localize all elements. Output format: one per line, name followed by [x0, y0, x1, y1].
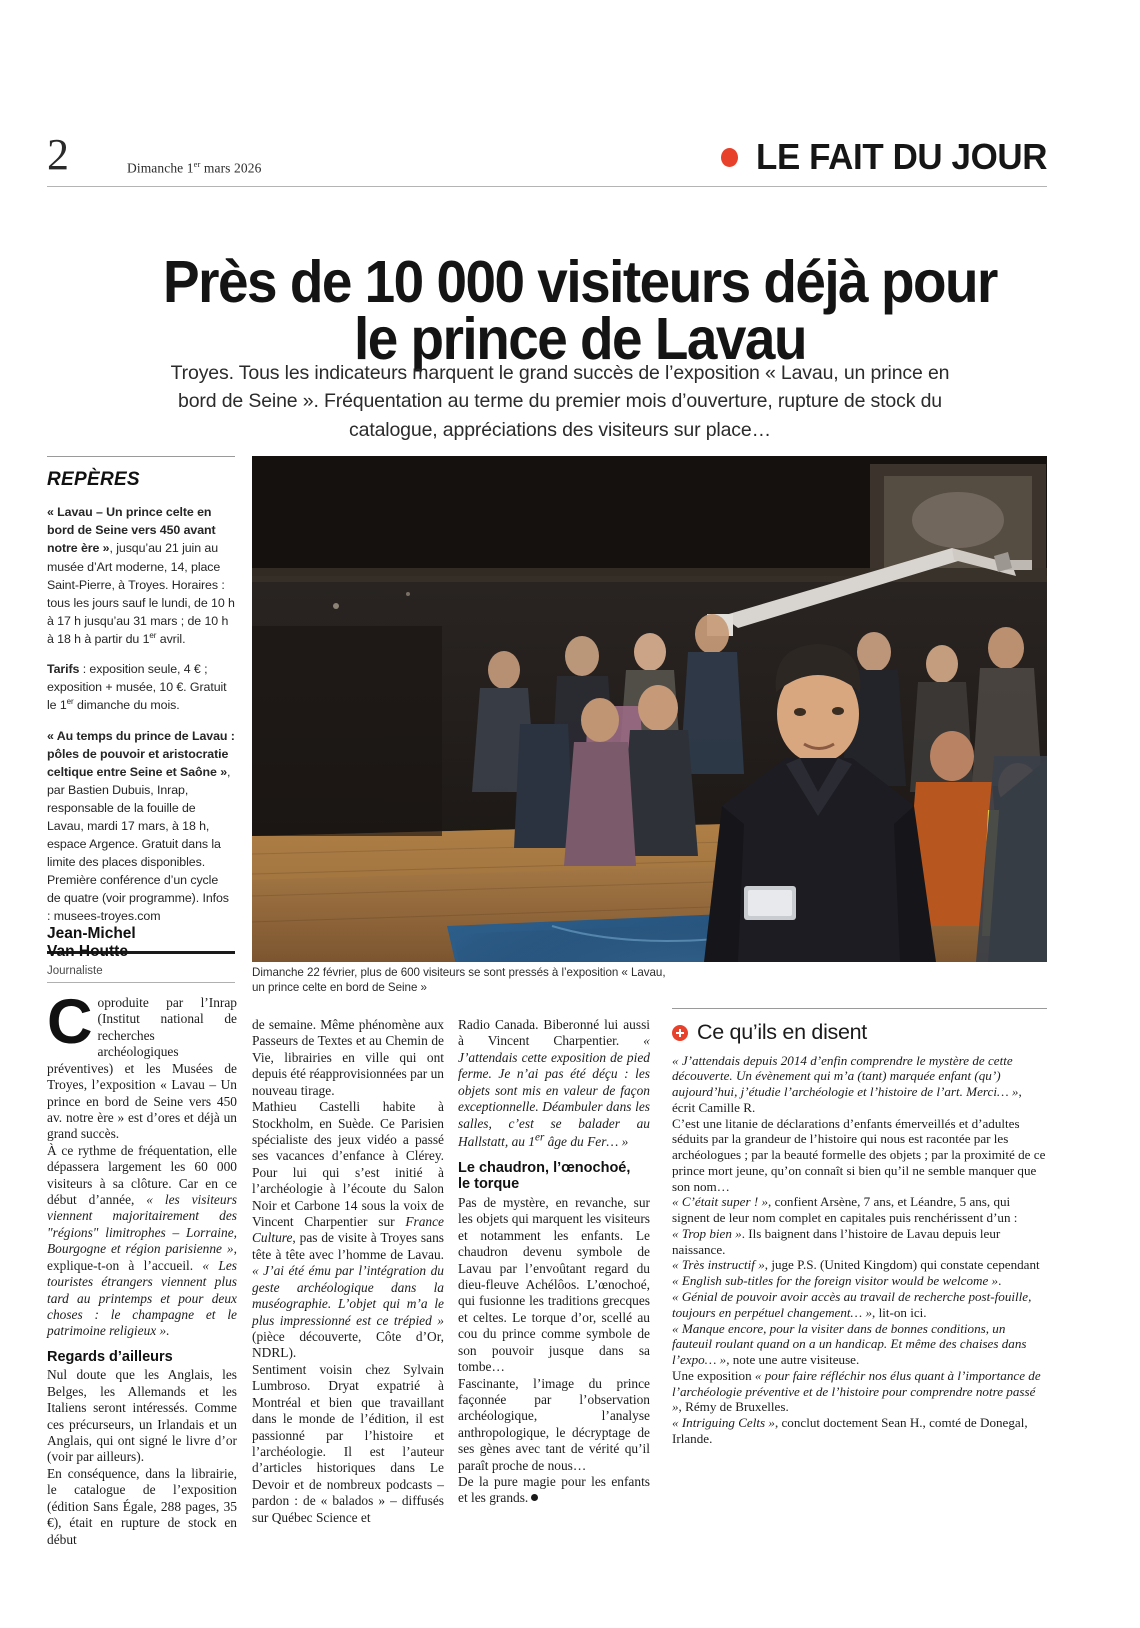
quote-attribution: .	[998, 1273, 1002, 1289]
reader-quotes-box	[672, 1008, 1047, 1447]
col1-p2b: , explique-t-on à l’accueil.	[47, 1241, 237, 1273]
subheading-line-1: Le chaudron, l’œnochoé,	[458, 1159, 631, 1176]
masthead	[47, 130, 1047, 191]
quote-italic: « English sub-titles for the foreign visitor would be welcome »	[672, 1273, 999, 1289]
quotes-body	[672, 1053, 1047, 1447]
byline-divider	[47, 982, 235, 983]
photo-caption: Dimanche 22 février, plus de 600 visiteurs se sont pressés à l’exposition « Lavau, un prince celte en bord de Seine »	[252, 966, 666, 995]
quote-italic: « Génial de pouvoir avoir accès au travail de recherche post-fouille, toujours en perpétuel changement… »	[672, 1288, 1032, 1320]
rail-p1-sup: er	[149, 630, 157, 640]
col1-p2a: À ce rythme de fréquentation, elle dépassera largement les 60 000 visiteurs à sa clôture. Car en ce début d’année,	[47, 1142, 237, 1208]
rail-p2-sup: er	[66, 697, 74, 707]
quote-italic: « Trop bien »	[672, 1225, 742, 1241]
page-number: 2	[47, 130, 68, 179]
col2-p2-italic-1: France Culture	[252, 1214, 444, 1246]
rail-divider-top	[47, 456, 235, 457]
quote-item	[672, 1226, 1047, 1258]
col3-p1-sup: er	[535, 1131, 545, 1144]
col2-p2-quote: « J’ai été ému par l’intégration du geste archéologique dans la muséographie. L’objet qui m’a le plus impressionné est ce trépied »	[252, 1263, 444, 1328]
quotes-divider	[672, 1008, 1047, 1009]
col1-paragraph-2	[47, 1143, 237, 1340]
quote-item	[672, 1289, 1047, 1321]
rail-paragraph-exhibition	[47, 503, 235, 648]
quote-item	[672, 1053, 1047, 1116]
col3-p4-text: De la pure magie pour les enfants et les grands.	[458, 1474, 650, 1506]
quote-italic: « pour faire réfléchir nos élus quant à l’importance de l’archéologie préventive et de l’histoire pour comprendre notre passé »	[672, 1367, 1041, 1415]
end-of-article-icon	[531, 1494, 538, 1501]
quote-attribution: , conclut doctement Sean H., comté de Donegal, Irlande.	[672, 1415, 1028, 1446]
rail-p3-bold: « Au temps du prince de Lavau : pôles de pouvoir et aristocratie celtique entre Seine et Saône »	[47, 728, 235, 780]
rail-p2-rest: : exposition seule, 4 € ; exposition + musée, 10 €. Gratuit le 1	[47, 662, 227, 713]
col3-paragraph-2: Pas de mystère, en revanche, sur les objets qui marquent les visiteurs et notamment les enfants. Le chaudron devenu symbole de Lavau par l’envoûtant regard du dieu-fleuve Achélôos. L’œnochoé, qui fusionne les traditions grecques et celtes. Le torque d’or, scellé au cou du prince comme symbole de son pouvoir jusque dans sa tombe…	[458, 1194, 650, 1375]
col3-p1-quote-tail: âge du Fer… »	[544, 1134, 629, 1150]
date-suffix: mars 2026	[200, 160, 262, 176]
quote-italic: « Très instructif »	[672, 1257, 765, 1273]
quote-italic: « J’attendais depuis 2014 d’enfin comprendre le mystère de cette découverte. Un évènement qui m’a (tant) marquée enfant (qu’) aujourd’hui, j’étudie l’archéologie et l’histoire de l’art. Merci… »	[672, 1052, 1019, 1100]
standfirst: Troyes. Tous les indicateurs marquent le grand succès de l’exposition « Lavau, un prince en bord de Seine ». Fréquentation au terme du premier mois d’ouverture, rupture de stock du catalogue, appréciations des visiteurs sur place…	[170, 362, 950, 441]
article-photo	[252, 456, 1047, 962]
subheading-le-chaudron	[458, 1160, 650, 1193]
quote-attribution: . Ils baignent dans l’histoire de Lavau depuis leur naissance.	[672, 1225, 1001, 1257]
article-column-1	[47, 987, 237, 1548]
rail-p1-bold: « Lavau – Un prince celte en bord de Seine vers 450 avant notre ère »	[47, 505, 216, 556]
rail-body	[47, 503, 235, 925]
byline-lastname: Van Houtte	[47, 942, 128, 960]
quote-item	[672, 1116, 1047, 1195]
quote-attribution: , lit-on ici.	[872, 1304, 927, 1320]
red-dot-icon	[721, 148, 738, 167]
byline-firstname: Jean-Michel	[47, 925, 136, 942]
article-column-3	[458, 1017, 650, 1507]
quote-attribution: , confient Arsène, 7 ans, et Léandre, 5 ans, qui signent de leur nom complet en capitales puis renchérissent d’un :	[672, 1194, 1018, 1226]
rail-p1-rest: , jusqu’au 21 juin au musée d’Art moderne, 14, place Saint-Pierre, à Troyes. Horaires : tous les jours sauf le lundi, de 10 h à 17 h jusqu’au 31 mars ; de 10 h à 18 h à partir du 1	[47, 541, 235, 646]
quote-italic: « C’était super ! »	[672, 1194, 769, 1210]
col1-paragraph-1	[47, 987, 237, 1143]
col3-p1-quote-text: « J’attendais cette exposition de pied ferme. Je n’ai pas été déçu : les objets sont mis en valeur de façon exceptionnelle. Déambuler dans les salles, c’est se balader au Hallstatt, au 1	[458, 1033, 650, 1150]
quotes-header	[672, 1022, 1047, 1044]
col1-p1-text: oproduite par l’Inrap (Institut national de recherches archéologiques préventives) et les Musées de Troyes, l’exposition « Lavau – Un prince en bord de Seine vers 450 av. notre ère » est d’ores et déjà un grand succès.	[47, 995, 237, 1142]
byline-role: Journaliste	[47, 964, 103, 977]
section-rubric-label: LE FAIT DU JOUR	[755, 136, 1047, 177]
article-column-2	[252, 1017, 444, 1526]
quote-attribution: , juge P.S. (United Kingdom) qui constate cependant	[764, 1257, 1040, 1273]
rail-p2-bold: Tarifs	[47, 662, 80, 677]
plus-circle-icon	[672, 1025, 688, 1041]
subheading-line-2: le torque	[458, 1176, 520, 1193]
quote-item	[672, 1194, 1047, 1226]
subheading-regards-dailleurs: Regards d’ailleurs	[47, 1348, 173, 1365]
rail-paragraph-prices	[47, 660, 235, 714]
quote-attribution: C’est une litanie de déclarations d’enfants émerveillés et d’adultes séduits par la grandeur de l’histoire qui nous est racontée par les archéologues ; par la beauté formelle des objets ; par la proximité de ce prince mort jeune, qu’on connaît si bien qu’il ne semble manquer que son nom…	[672, 1115, 1046, 1194]
byline	[47, 925, 235, 983]
quote-item	[672, 1415, 1047, 1447]
col3-p1a: Radio Canada. Biberonné lui aussi à Vincent Charpentier.	[458, 1017, 650, 1049]
quote-attribution: Une exposition	[672, 1367, 755, 1383]
drop-cap: C	[47, 987, 93, 1057]
rail-p3-rest: , par Bastien Dubuis, Inrap, responsable de la fouille de Lavau, mardi 17 mars, à 18 h, espace Argence. Gratuit dans la limite des places disponibles. Première conférence d’un cycle de quatre (voir programme). Infos : musees-troyes.com	[47, 765, 231, 924]
quote-item	[672, 1368, 1047, 1415]
col1-paragraph-4: En conséquence, dans la librairie, le catalogue de l’exposition (édition Sans Égale, 288 pages, 35 €), était en rupture de stock en début	[47, 1465, 237, 1547]
publication-date	[127, 159, 261, 177]
section-rubric	[721, 136, 1047, 177]
quote-item	[672, 1273, 1047, 1289]
col3-paragraph-4	[458, 1474, 650, 1507]
date-ordinal-suffix: er	[193, 159, 201, 169]
rail-paragraph-conference	[47, 727, 235, 926]
quote-italic: « Intriguing Celts »	[672, 1415, 775, 1431]
date-prefix: Dimanche 1	[127, 160, 194, 176]
col2-paragraph-3: Sentiment voisin chez Sylvain Lumbroso. Dryat expatrié à Montréal et bien que travaillant dans le monde de l’édition, il est passionné par l’histoire et l’archéologie. Il est l’auteur d’articles historiques dans Le Devoir et de nombreux podcasts – pardon : de « balados » – diffusés sur Québec Science et	[252, 1361, 444, 1525]
page-title: Près de 10 000 visiteurs déjà pour le prince de Lavau	[163, 248, 997, 372]
masthead-divider	[47, 186, 1047, 187]
quote-attribution: , note une autre visiteuse.	[726, 1352, 860, 1368]
col1-p2-quote-1: « les visiteurs viennent majoritairement des "régions" limitrophes – Lorraine, Bourgogne et région parisienne »	[47, 1192, 237, 1257]
col2-p2b: , pas de visite à Troyes sans tête à tête avec l’homme de Lavau.	[252, 1230, 444, 1262]
rail-p1-tail: avril.	[156, 631, 186, 646]
col2-p2a: Mathieu Castelli habite à Stockholm, en Suède. Ce Parisien spécialiste des jeux vidéo a passé ses vacances d’enfance à Clérey. Pour lui qui s’est initié à l’archéologie à l’écoute du Salon Noir et Carbone 14 sous la voix de Vincent Charpentier sur	[252, 1099, 444, 1230]
col1-p2-quote-2: « Les touristes étrangers viennent plus tard au printemps et pour deux choses : le champagne et le patrimoine religieux ».	[47, 1257, 237, 1339]
quote-attribution: , écrit Camille R.	[672, 1084, 1022, 1115]
col2-p2c: (pièce découverte, Côte d’Or, NDRL).	[252, 1329, 444, 1361]
quotes-title: Ce qu’ils en disent	[697, 1020, 867, 1044]
quote-attribution: , Rémy de Bruxelles.	[678, 1399, 789, 1415]
col1-paragraph-3: Nul doute que les Anglais, les Belges, les Allemands et les Italiens seront intéressés. Comme ces précurseurs, un Irlandais et un Anglais, qui ont signé le livre d’or (voir par ailleurs).	[47, 1367, 237, 1465]
quote-item	[672, 1257, 1047, 1273]
col3-paragraph-1	[458, 1017, 650, 1151]
byline-name	[47, 925, 235, 961]
rail-title: REPÈRES	[47, 469, 140, 490]
col2-paragraph-1: de semaine. Même phénomène aux Passeurs de Textes et au Chemin de Vie, librairies en ville qui ont depuis été réapprovisionnées par un nouveau tirage.	[252, 1017, 444, 1098]
quote-item	[672, 1321, 1047, 1368]
col3-paragraph-3: Fascinante, l’image du prince façonnée par l’observation archéologique, l’analyse anthropologique, le décryptage de ses gènes avec tant de vérité qu’il paraît proche de nous…	[458, 1375, 650, 1473]
col2-paragraph-2	[252, 1099, 444, 1362]
rail-p2-tail: dimanche du mois.	[73, 698, 180, 713]
quote-italic: « Manque encore, pour la visiter dans de bonnes conditions, un fauteuil roulant quand on a un handicap. Et même des chaises dans l’expo… »	[672, 1320, 1027, 1368]
repere-sidebar	[47, 456, 235, 954]
photo-illustration	[252, 456, 1047, 962]
col3-p1-quote	[458, 1033, 650, 1149]
